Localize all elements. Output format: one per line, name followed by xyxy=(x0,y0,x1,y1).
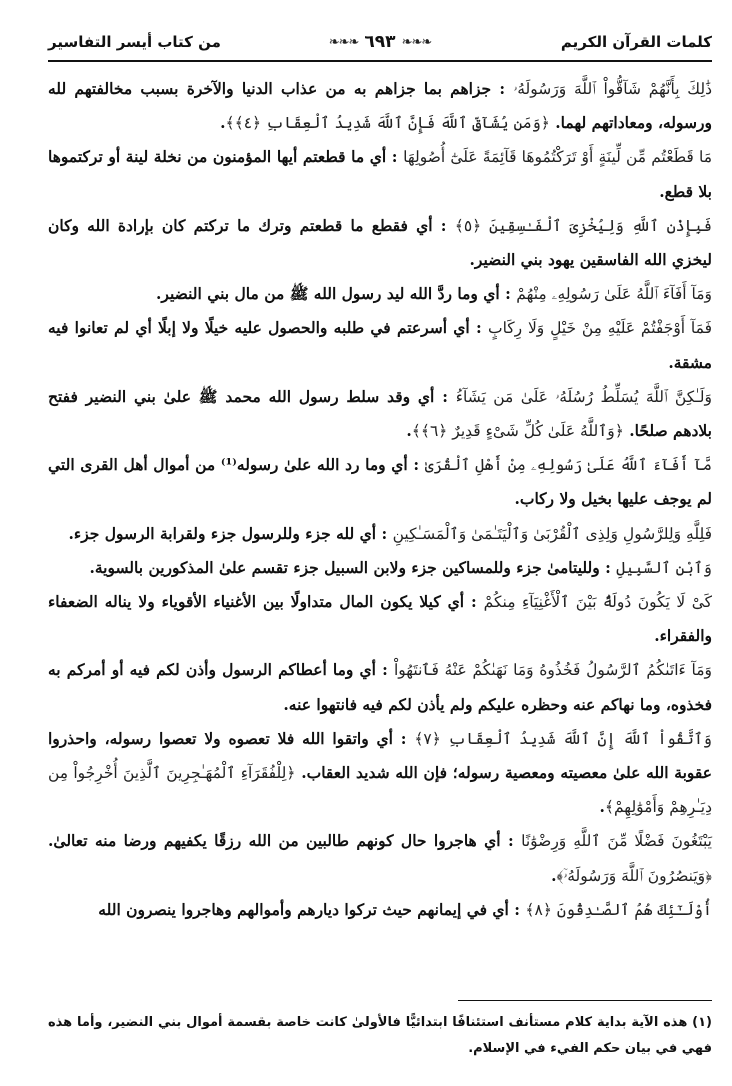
gloss-paragraph xyxy=(48,722,712,825)
gloss-paragraph xyxy=(48,140,712,208)
explanation: أي ما قطعتم أيها المؤمنون من نخلة لينة أو تركتموها بلا قطع. xyxy=(48,147,712,201)
explanation: أي واتقوا الله فلا تعصوه ولا تعصوا رسوله، واحذروا عقوبة الله علىٰ معصيته ومعصية رسوله؛ فإن الله شديد العقاب. xyxy=(48,728,712,783)
quran-phrase: مَا قَطَعْتُم مِّن لِّينَةٍ أَوْ تَرَكْتُمُوهَا قَآئِمَةً عَلَىٰٓ أُصُولِهَا xyxy=(403,148,713,167)
separator: : xyxy=(599,557,617,577)
gloss-paragraph xyxy=(48,824,712,892)
explanation: أي وما رد الله علىٰ رسوله⁽¹⁾ من أموال أهل القرى التي لم يوجف عليها بخيل ولا ركاب. xyxy=(48,455,712,509)
quran-phrase: فَبِإِذْنِ ٱللَّهِ وَلِيُخْزِىَ ٱلْفَـٰسِقِينَ ﴿٥﴾ xyxy=(454,216,712,235)
separator: : xyxy=(469,318,488,338)
explanation: أي في إيمانهم حيث تركوا ديارهم وأموالهم وهاجروا ينصرون الله xyxy=(98,899,509,919)
quran-phrase: وَٱبْنِ ٱلسَّبِيلِ xyxy=(616,558,712,577)
quran-quote: ﴿وَمَن يُشَآقِّ ٱللَّهَ فَإِنَّ ٱللَّهَ شَدِيدُ ٱلْعِقَابِ ﴿٤﴾﴾ xyxy=(225,114,550,133)
separator: : xyxy=(499,284,517,304)
quran-phrase: يَبْتَغُونَ فَضْلًا مِّنَ ٱللَّهِ وَرِضْوَٰنًا xyxy=(521,832,712,851)
page-number: ٦٩٣ xyxy=(364,32,396,52)
explanation: أي هاجروا حال كونهم طالبين من الله رزقًا يكفيهم ورضا منه تعالىٰ. xyxy=(48,831,501,851)
separator: : xyxy=(386,147,404,167)
quran-quote: ﴿وَٱللَّهُ عَلَىٰ كُلِّ شَىْءٍ قَدِيرٌ ﴿٦﴾﴾ xyxy=(411,422,624,441)
explanation: أي فقطع ما قطعتم وترك ما تركتم كان بإرادة الله وكان ليخزي الله الفاسقين يهود بني النضير. xyxy=(48,215,712,270)
quran-quote: ﴿لِلْفُقَرَآءِ ٱلْمُهَـٰجِرِينَ ٱلَّذِينَ أُخْرِجُواْ مِن دِيَـٰرِهِمْ وَأَمْوَٰلِهِمْ﴾ xyxy=(48,764,712,817)
gloss-paragraph xyxy=(48,277,712,311)
gloss-paragraph xyxy=(48,551,712,585)
page-header xyxy=(48,26,712,58)
quran-phrase: كَىْ لَا يَكُونَ دُولَةًۢ بَيْنَ ٱلْأَغْنِيَآءِ مِنكُمْ xyxy=(483,593,712,612)
separator: : xyxy=(434,386,456,406)
separator: : xyxy=(500,831,522,851)
gloss-paragraph xyxy=(48,653,712,721)
explanation: جزاهم بما جزاهم به من عذاب الدنيا والآخرة بسبب مخالفتهم لله ورسوله، ومعاداتهم لهما. xyxy=(48,79,712,133)
quran-phrase: مَّآ أَفَآءَ ٱللَّهُ عَلَىٰ رَسُولِهِۦ مِنْ أَهْلِ ٱلْقُرَىٰ xyxy=(424,456,712,475)
explanation: أي لله جزء وللرسول جزء ولقرابة الرسول جزء. xyxy=(68,523,377,543)
explanation-end: . xyxy=(599,797,605,817)
page-number-block xyxy=(329,32,432,52)
header-book-title: كلمات القرآن الكريم xyxy=(560,33,712,51)
explanation-end: . xyxy=(551,865,557,885)
header-source-title: من كتاب أيسر التفاسير xyxy=(48,33,221,51)
gloss-paragraph xyxy=(48,72,712,140)
footnote: (١) هذه الآية بداية كلام مستأنف استئنافًا ابتدائيًّا فالأولىٰ كانت خاصة بقسمة أموال بني النضير، وأما هذه فهي في بيان حكم الفيء في الإسلام. xyxy=(48,1015,712,1056)
separator: : xyxy=(464,592,484,612)
gloss-paragraph xyxy=(48,517,712,551)
gloss-paragraph xyxy=(48,448,712,516)
separator: : xyxy=(375,660,394,680)
quran-phrase: وَلَـٰكِنَّ ٱللَّهَ يُسَلِّطُ رُسُلَهُۥ عَلَىٰ مَن يَشَآءُ xyxy=(455,387,713,406)
gloss-paragraph xyxy=(48,311,712,379)
explanation-end: . xyxy=(406,421,412,441)
separator: : xyxy=(491,79,514,98)
separator: : xyxy=(432,215,455,235)
separator: : xyxy=(376,523,393,543)
separator: : xyxy=(508,899,526,919)
quran-phrase: فَمَآ أَوْجَفْتُمْ عَلَيْهِ مِنْ خَيْلٍ وَلَا رِكَابٍ xyxy=(487,319,712,338)
explanation-end: . xyxy=(220,113,226,133)
footnote-divider xyxy=(458,1000,712,1001)
explanation: أي أسرعتم في طلبه والحصول عليه خيلًا ولا إبلًا أي لم تعانوا فيه مشقة. xyxy=(48,318,712,372)
quran-phrase: أُوْلَـٰٓئِكَ هُمُ ٱلصَّـٰدِقُونَ ﴿٨﴾ xyxy=(525,900,712,919)
gloss-paragraph xyxy=(48,209,712,277)
explanation: أي وقد سلط رسول الله محمد ﷺ علىٰ بني النضير ففتح بلادهم صلحًا. xyxy=(48,386,712,441)
quran-phrase: ذَٰلِكَ بِأَنَّهُمْ شَآقُّواْ ٱللَّهَ وَرَسُولَهُۥ xyxy=(513,80,712,98)
quran-phrase: وَمَآ ءَاتَىٰكُمُ ٱلرَّسُولُ فَخُذُوهُ وَمَا نَهَىٰكُمْ عَنْهُ فَٱنتَهُواْ xyxy=(393,661,712,680)
gloss-paragraph xyxy=(48,893,712,927)
explanation: ولليتامىٰ جزء وللمساكين جزء ولابن السبيل جزء تقسم علىٰ المذكورين بالسوية. xyxy=(89,557,600,577)
explanation: أي وما أعطاكم الرسول وأذن لكم فيه أو أمركم به فخذوه، وما نهاكم عنه وحظره عليكم ولم يأذن لكم فيه فانتهوا عنه. xyxy=(48,660,712,714)
ornament-icon: ❧❧❧ xyxy=(328,34,359,50)
quran-phrase: وَٱتَّقُواْ ٱللَّهَ إِنَّ ٱللَّهَ شَدِيدُ ٱلْعِقَابِ ﴿٧﴾ xyxy=(414,729,713,748)
gloss-paragraph xyxy=(48,380,712,448)
gloss-paragraph xyxy=(48,585,712,653)
quran-phrase: فَلِلَّهِ وَلِلرَّسُولِ وَلِذِى ٱلْقُرْبَىٰ وَٱلْيَتَـٰمَىٰ وَٱلْمَسَـٰكِينِ xyxy=(392,524,712,543)
separator: : xyxy=(407,455,425,475)
header-divider xyxy=(48,60,712,62)
quran-quote: ﴿وَيَنصُرُونَ ٱللَّهَ وَرَسُولَهُۥٓ﴾ xyxy=(556,866,712,885)
page-body xyxy=(48,72,712,927)
ornament-icon: ❧❧❧ xyxy=(401,34,432,50)
explanation: أي وما ردَّ الله ليد رسول الله ﷺ من مال بني النضير. xyxy=(156,284,500,304)
separator: : xyxy=(392,728,415,748)
explanation: أي كيلا يكون المال متداولًا بين الأغنياء الأقوياء ولا يناله الضعفاء والفقراء. xyxy=(48,592,712,646)
quran-phrase: وَمَآ أَفَآءَ ٱللَّهُ عَلَىٰ رَسُولِهِۦ مِنْهُمْ xyxy=(516,285,712,304)
